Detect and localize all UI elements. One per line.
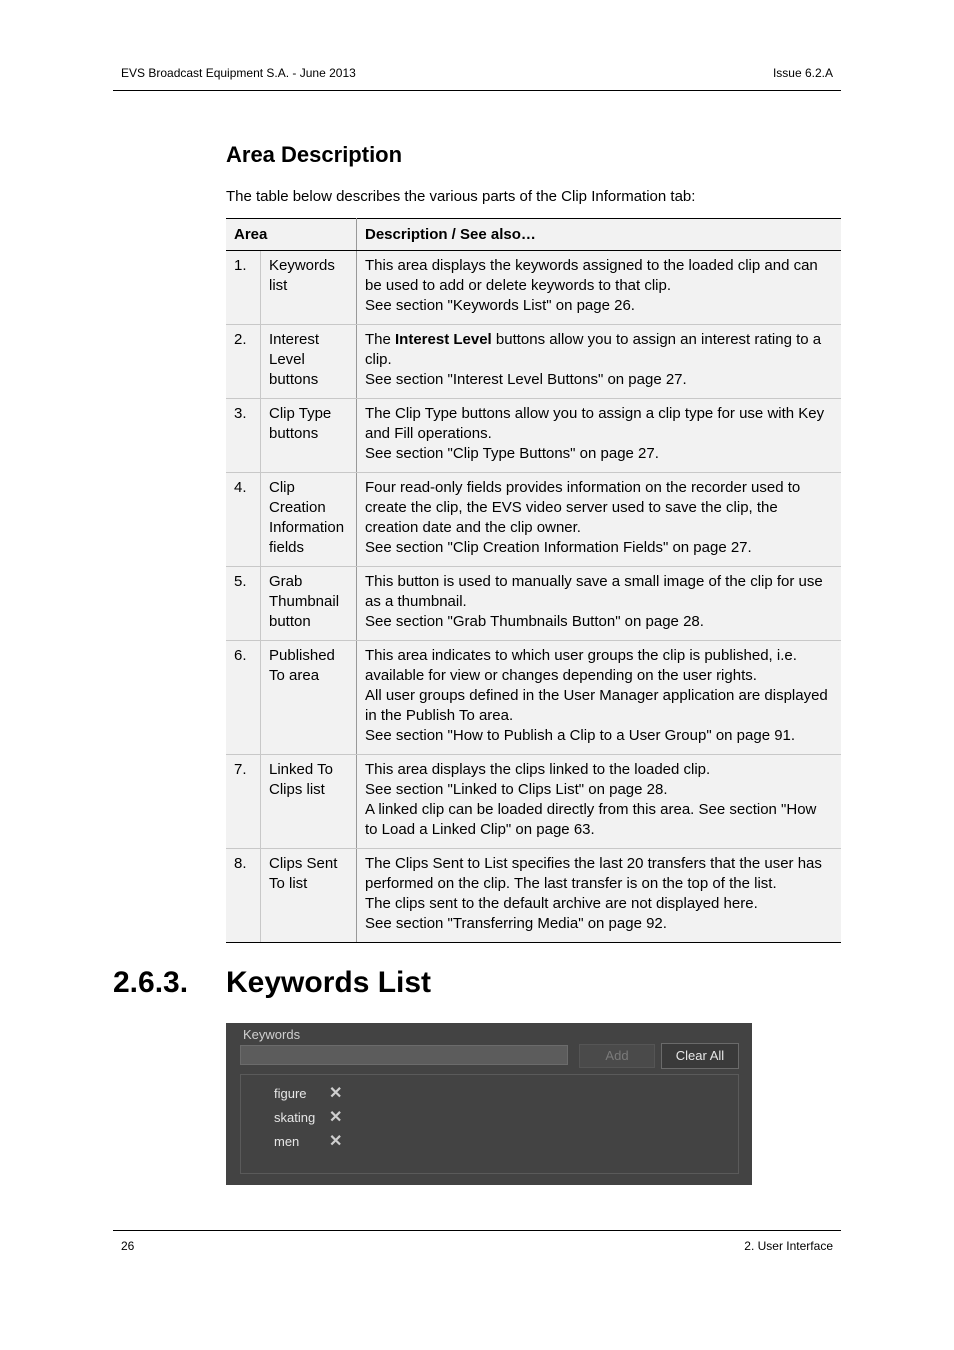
row-description xyxy=(357,399,842,473)
table-row xyxy=(226,473,841,567)
description-line: The Clip Type buttons allow you to assign a clip type for use with Key and Fill operations. xyxy=(365,405,825,442)
list-item xyxy=(274,1107,342,1127)
page-footer xyxy=(113,1230,841,1251)
page-number: 26 xyxy=(121,1239,135,1253)
description-see-also: See section "Keywords List" on page 26. xyxy=(365,297,635,314)
remove-keyword-icon[interactable]: ✕ xyxy=(329,1085,343,1102)
table-row xyxy=(226,399,841,473)
table-row xyxy=(226,251,841,325)
keyword-label: figure xyxy=(274,1086,307,1101)
description-line: This area displays the keywords assigned to the loaded clip and can be used to add or delete keywords to that clip. xyxy=(365,257,818,294)
add-button[interactable]: Add xyxy=(579,1044,655,1068)
list-item xyxy=(274,1131,342,1151)
row-number: 8. xyxy=(226,849,261,943)
description-see-also: See section "Interest Level Buttons" on page 27. xyxy=(365,371,687,388)
row-number: 6. xyxy=(226,641,261,755)
section-title: Keywords List xyxy=(226,966,432,999)
area-description-table xyxy=(226,218,841,943)
description-line: All user groups defined in the User Manager application are displayed in the Publish To area. xyxy=(365,687,828,724)
header-publisher: EVS Broadcast Equipment S.A. - June 2013 xyxy=(121,66,356,80)
row-description xyxy=(357,567,842,641)
row-number: 7. xyxy=(226,755,261,849)
row-description xyxy=(357,325,842,399)
row-description xyxy=(357,849,842,943)
table-row xyxy=(226,849,841,943)
description-see-also: See section "How to Publish a Clip to a User Group" on page 91. xyxy=(365,727,796,744)
row-number: 1. xyxy=(226,251,261,325)
row-area-name: Clip Creation Information fields xyxy=(261,473,357,567)
description-see-also: See section "Clip Type Buttons" on page 27. xyxy=(365,445,659,462)
row-area-name: Interest Level buttons xyxy=(261,325,357,399)
section-number: 2.6.3. xyxy=(113,966,189,999)
row-area-name: Clips Sent To list xyxy=(261,849,357,943)
description-line: This area indicates to which user groups the clip is published, i.e. available for view or changes depending on the user rights. xyxy=(365,647,797,684)
footer-chapter: 2. User Interface xyxy=(744,1239,833,1253)
description-line xyxy=(365,330,833,370)
section-heading xyxy=(113,966,431,1000)
clear-all-button[interactable]: Clear All xyxy=(661,1043,739,1069)
table-row xyxy=(226,325,841,399)
header-issue: Issue 6.2.A xyxy=(772,66,833,80)
description-line: Four read-only fields provides information on the recorder used to create the clip, the EVS video server used to save the clip, the creation date and the clip owner. xyxy=(365,479,801,536)
description-line: This button is used to manually save a small image of the clip for use as a thumbnail. xyxy=(365,573,823,610)
row-area-name: Grab Thumbnail button xyxy=(261,567,357,641)
description-see-also: See section "Clip Creation Information Fields" on page 27. xyxy=(365,539,752,556)
keywords-list xyxy=(240,1074,739,1174)
row-number: 2. xyxy=(226,325,261,399)
col-header-description: Description / See also… xyxy=(357,219,842,251)
row-number: 4. xyxy=(226,473,261,567)
list-item xyxy=(274,1083,342,1103)
row-area-name: Keywords list xyxy=(261,251,357,325)
row-area-name: Clip Type buttons xyxy=(261,399,357,473)
row-area-name: Published To area xyxy=(261,641,357,755)
keyword-input[interactable] xyxy=(240,1045,568,1065)
area-description-heading: Area Description xyxy=(226,142,403,167)
description-see-also: See section "Transferring Media" on page 92. xyxy=(365,915,667,932)
intro-text: The table below describes the various parts of the Clip Information tab: xyxy=(226,188,696,205)
row-description xyxy=(357,473,842,567)
table-row xyxy=(226,567,841,641)
row-number: 3. xyxy=(226,399,261,473)
description-line: The Clips Sent to List specifies the last 20 transfers that the user has performed on the clip. The last transfer is on the top of the list. xyxy=(365,855,822,892)
remove-keyword-icon[interactable]: ✕ xyxy=(329,1133,343,1150)
keyword-label: men xyxy=(274,1134,300,1149)
keyword-label: skating xyxy=(274,1110,316,1125)
col-header-area: Area xyxy=(226,219,357,251)
keywords-panel-title: Keywords xyxy=(243,1027,301,1042)
description-see-also: See section "Linked to Clips List" on page 28. xyxy=(365,781,668,798)
description-see-also: See section "Grab Thumbnails Button" on page 28. xyxy=(365,613,704,630)
table-header-row xyxy=(226,219,841,251)
page-header xyxy=(113,66,841,91)
description-rest: buttons allow you to assign an interest rating to a clip. xyxy=(365,331,822,368)
keywords-panel-screenshot xyxy=(226,1023,752,1185)
row-description xyxy=(357,641,842,755)
row-number: 5. xyxy=(226,567,261,641)
description-prefix: The xyxy=(365,331,396,348)
row-description xyxy=(357,755,842,849)
remove-keyword-icon[interactable]: ✕ xyxy=(329,1109,343,1126)
table-row xyxy=(226,641,841,755)
description-line: The clips sent to the default archive are not displayed here. xyxy=(365,895,758,912)
description-line: This area displays the clips linked to the loaded clip. xyxy=(365,761,711,778)
table-row xyxy=(226,755,841,849)
description-line: A linked clip can be loaded directly from this area. See section "How to Load a Linked Clip" on page 63. xyxy=(365,801,817,838)
row-area-name: Linked To Clips list xyxy=(261,755,357,849)
row-description xyxy=(357,251,842,325)
description-bold-term: Interest Level xyxy=(395,331,492,348)
